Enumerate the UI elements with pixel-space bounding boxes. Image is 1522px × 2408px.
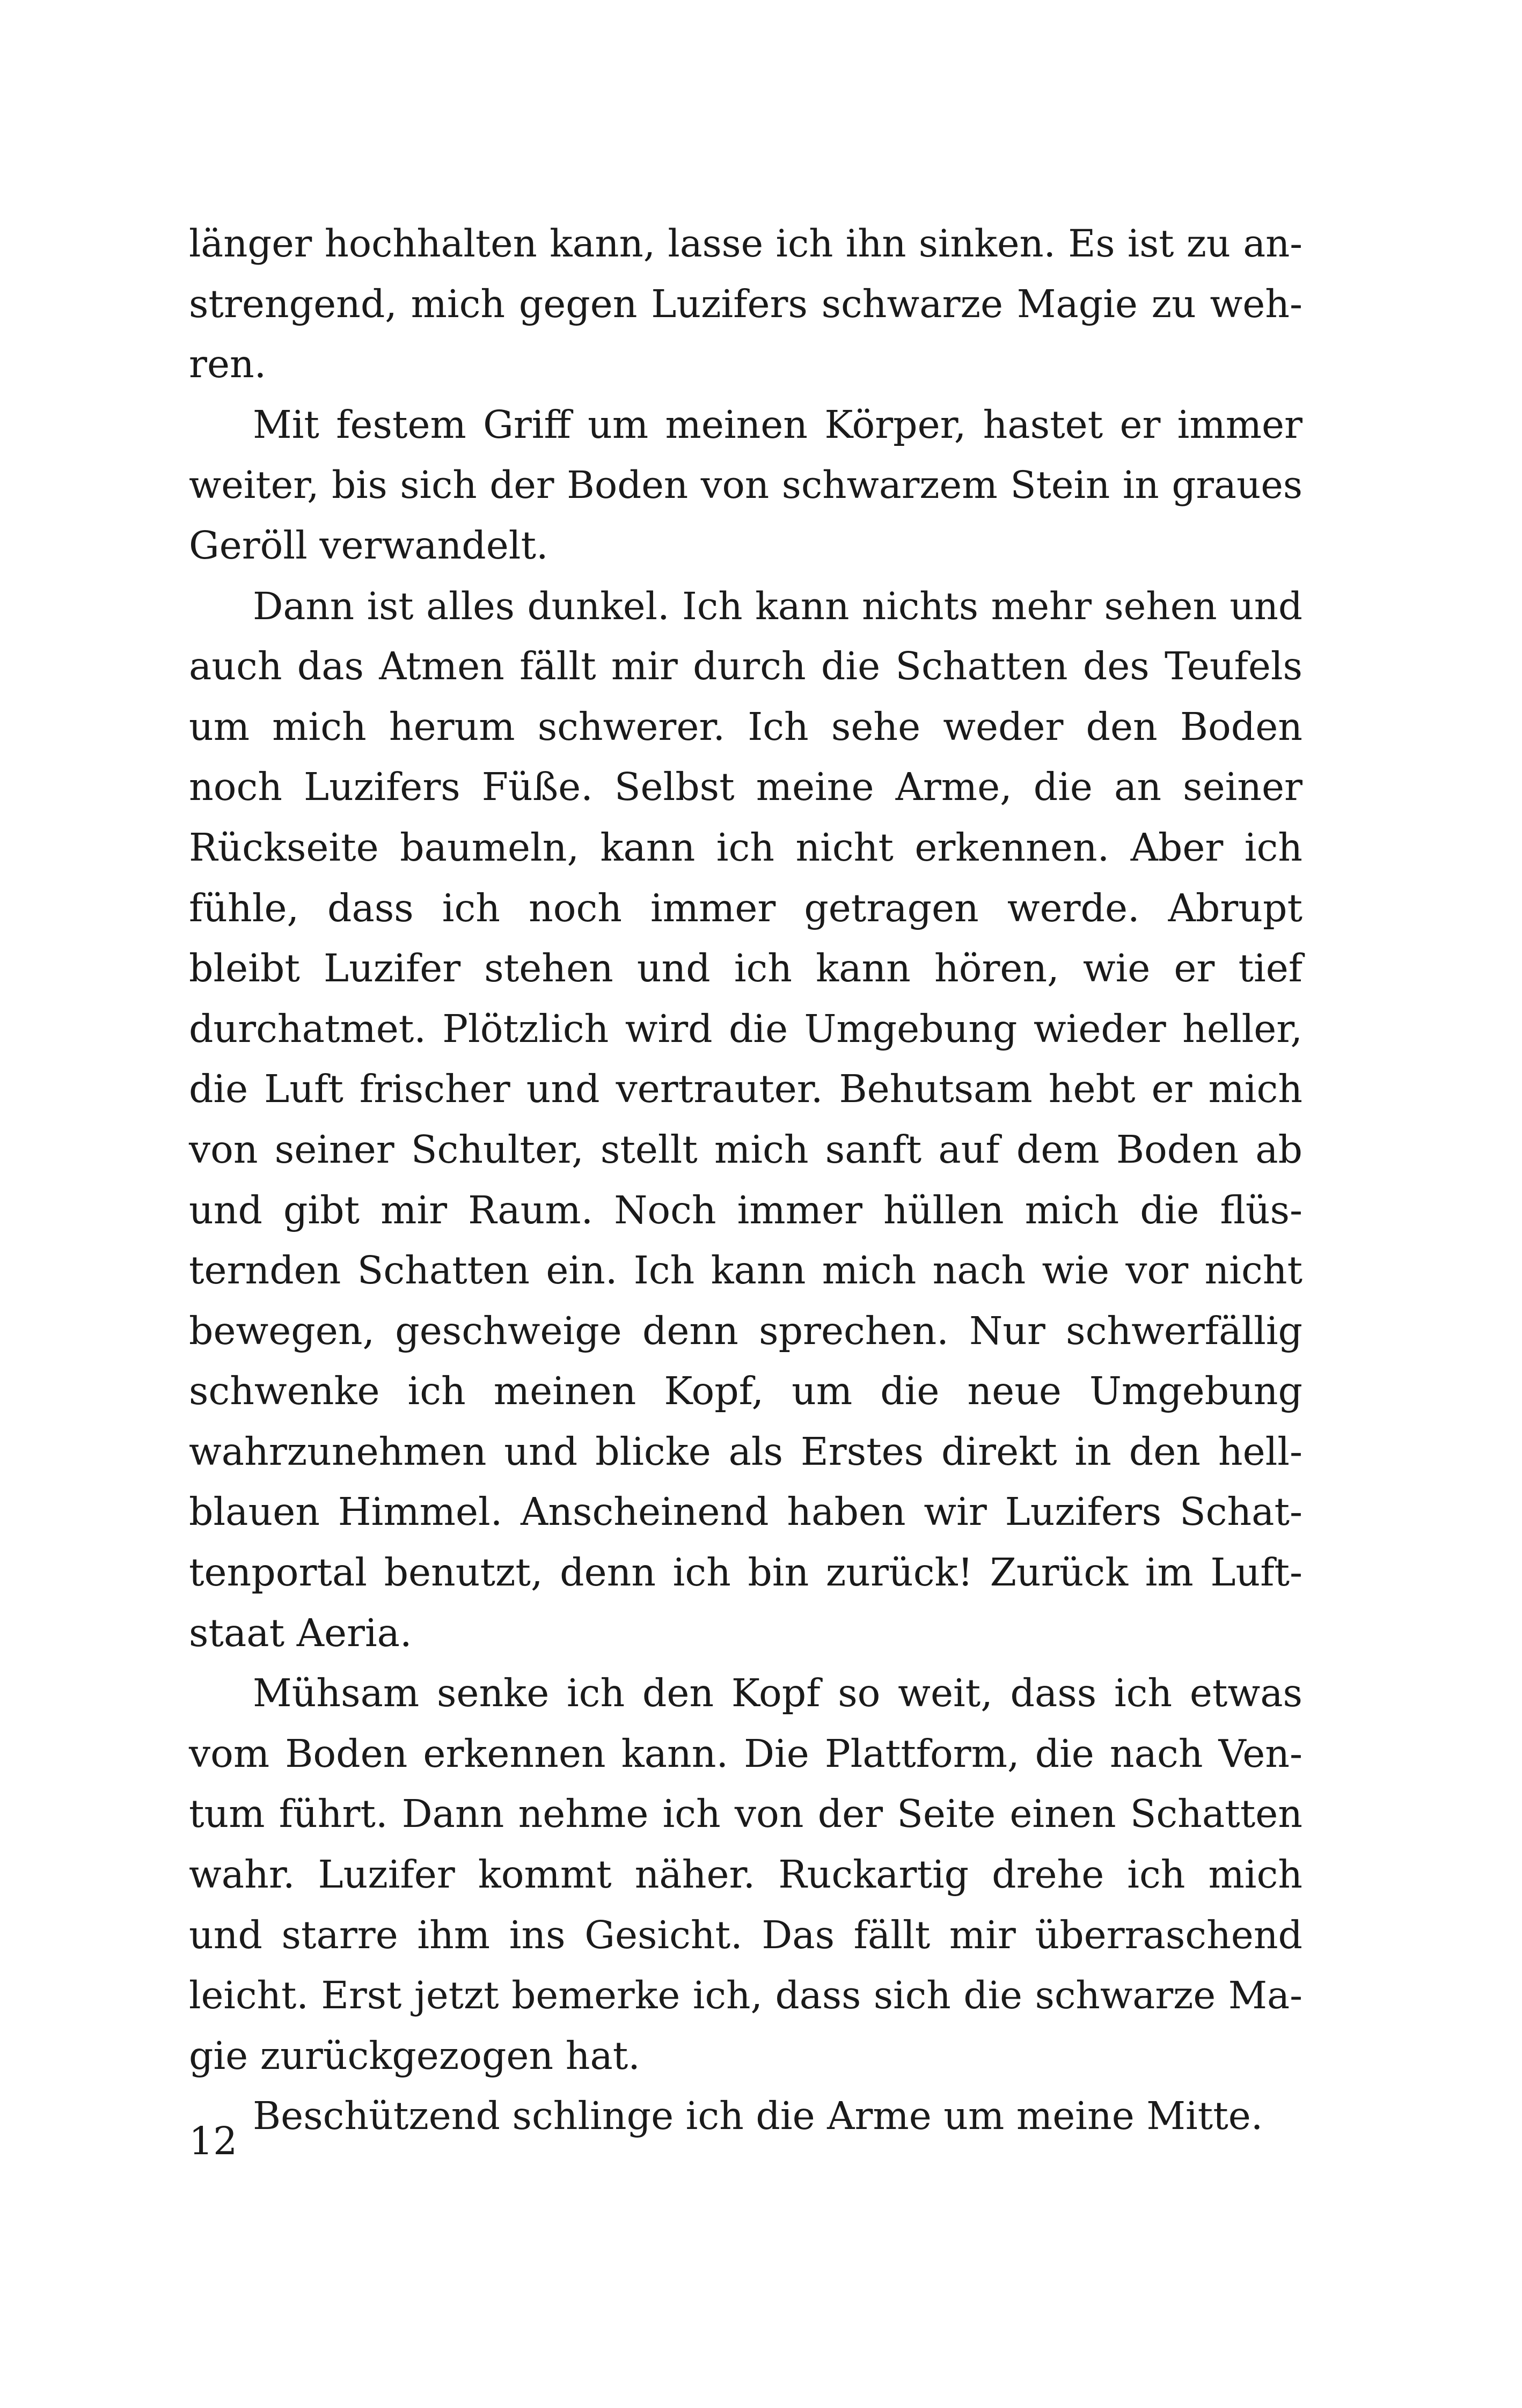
- body-text: [189, 214, 1303, 2147]
- text-line: Mit festem Griff um meinen Körper, hastet er immer: [253, 402, 1303, 447]
- text-line: bewegen, geschweige denn sprechen. Nur schwerfällig: [189, 1308, 1303, 1353]
- text-line: bleibt Luzifer stehen und ich kann hören, wie er tief: [189, 946, 1303, 991]
- text-line: und gibt mir Raum. Noch immer hüllen mich die flüs-: [189, 1187, 1303, 1232]
- page-number: 12: [189, 2119, 238, 2163]
- text-line: vom Boden erkennen kann. Die Plattform, die nach Ven-: [189, 1731, 1303, 1776]
- text-line: gie zurückgezogen hat.: [189, 2033, 640, 2078]
- text-line: ternden Schatten ein. Ich kann mich nach wie vor nicht: [189, 1248, 1303, 1293]
- text-line: Dann ist alles dunkel. Ich kann nichts mehr sehen und: [253, 584, 1303, 628]
- text-line: auch das Atmen fällt mir durch die Schatten des Teufels: [189, 644, 1303, 689]
- text-line: und starre ihm ins Gesicht. Das fällt mir überraschend: [189, 1912, 1303, 1957]
- text-line: tum führt. Dann nehme ich von der Seite einen Schatten: [189, 1792, 1303, 1837]
- text-line: länger hochhalten kann, lasse ich ihn sinken. Es ist zu an-: [189, 222, 1303, 266]
- text-line: fühle, dass ich noch immer getragen werde. Abrupt: [189, 885, 1303, 930]
- text-line: Mühsam senke ich den Kopf so weit, dass ich etwas: [253, 1671, 1303, 1716]
- text-line: ren.: [189, 342, 267, 387]
- text-line: die Luft frischer und vertrauter. Behutsam hebt er mich: [189, 1067, 1303, 1112]
- text-line: um mich herum schwerer. Ich sehe weder den Boden: [189, 704, 1303, 749]
- text-line: leicht. Erst jetzt bemerke ich, dass sich die schwarze Ma-: [189, 1973, 1303, 2018]
- text-line: von seiner Schulter, stellt mich sanft auf dem Boden ab: [189, 1127, 1303, 1172]
- text-line: wahr. Luzifer kommt näher. Ruckartig drehe ich mich: [189, 1852, 1303, 1897]
- text-line: schwenke ich meinen Kopf, um die neue Umgebung: [189, 1369, 1303, 1414]
- text-line: durchatmet. Plötzlich wird die Umgebung wieder heller,: [189, 1006, 1303, 1051]
- text-line: Geröll verwandelt.: [189, 523, 548, 568]
- text-line: tenportal benutzt, denn ich bin zurück! Zurück im Luft-: [189, 1550, 1303, 1595]
- text-line: strengend, mich gegen Luzifers schwarze Magie zu weh-: [189, 281, 1303, 326]
- text-line: weiter, bis sich der Boden von schwarzem Stein in graues: [189, 463, 1303, 508]
- text-line: blauen Himmel. Anscheinend haben wir Luzifers Schat-: [189, 1489, 1303, 1535]
- text-line: Rückseite baumeln, kann ich nicht erkennen. Aber ich: [189, 825, 1303, 870]
- text-line: noch Luzifers Füße. Selbst meine Arme, die an seiner: [189, 765, 1303, 810]
- text-line: wahrzunehmen und blicke als Erstes direkt in den hell-: [189, 1429, 1303, 1474]
- text-line: staat Aeria.: [189, 1610, 412, 1655]
- text-line: Beschützend schlinge ich die Arme um meine Mitte.: [253, 2094, 1263, 2139]
